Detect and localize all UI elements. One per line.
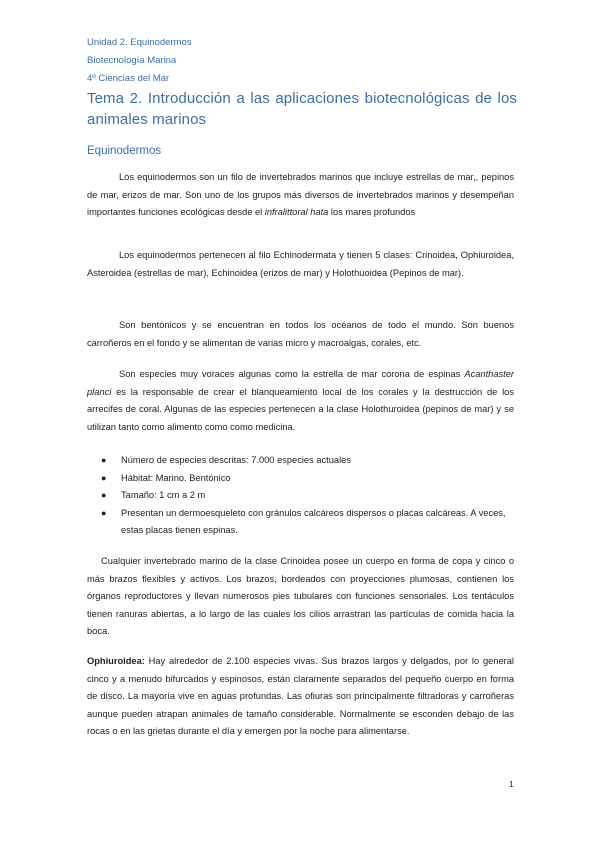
header-course: Biotecnología Marina bbox=[87, 55, 177, 66]
paragraph-intro bbox=[87, 169, 514, 222]
paragraph-voracity bbox=[87, 366, 514, 436]
list-item-text: Hábitat: Marino. Bentónico bbox=[121, 472, 231, 483]
emphasis-text: infralittoral hata bbox=[264, 207, 329, 217]
paragraph-text: Los equinodermos son un filo de invertebrados marinos que incluye estrellas de mar,, pepinos de mar, erizos de mar. Son uno de los grupos más diversos de invertebrados marinos y desempeñan importantes funciones ecológicas desde el bbox=[87, 172, 514, 217]
species-name: Acanthaster planci bbox=[87, 369, 514, 397]
list-item bbox=[87, 470, 514, 488]
list-item bbox=[87, 487, 514, 505]
bullet-icon: ● bbox=[101, 507, 107, 518]
paragraph-habitat: Son bentónicos y se encuentran en todos los océanos de todo el mundo. Son buenos carroñeros en el fondo y se alimentan de varias micro y macroalgas, corales, etc. bbox=[87, 320, 514, 348]
paragraph-ophiuroidea bbox=[87, 653, 514, 741]
bullet-icon: ● bbox=[101, 455, 107, 465]
paragraph-text: Son especies muy voraces algunas como la estrella de mar corona de espinas bbox=[119, 369, 465, 379]
page-title: Tema 2. Introducción a las aplicaciones biotecnológicas de los animales marinos bbox=[87, 90, 517, 128]
list-item-text: Presentan un dermoesqueleto con gránulos calcáreos dispersos o placas calcáreas. A veces, estas placas tienen espinas. bbox=[121, 507, 506, 535]
page-number: 1 bbox=[509, 779, 514, 789]
section-heading: Equinodermos bbox=[87, 145, 162, 157]
bullet-icon: ● bbox=[101, 490, 107, 500]
header-unit: Unidad 2. Equinodermos bbox=[87, 37, 192, 48]
paragraph-text: es la responsable de crear el blanqueamiento local de los corales y la destrucción de los arrecifes de coral. Algunas de las especies pertenecen a la clase Holothuroidea (pepinos de mar) y se utilizan tanto como alimento como como medicina. bbox=[87, 386, 514, 432]
list-item-text: Número de especies descritas: 7.000 especies actuales bbox=[121, 455, 351, 465]
list-item bbox=[87, 452, 514, 470]
list-item-text: Tamaño: 1 cm a 2 m bbox=[121, 490, 206, 500]
paragraph-text: Hay alrededor de 2.100 especies vivas. Sus brazos largos y delgados, por lo general cinco y a menudo bifurcados y espinosos, están claramente separados del pequeño cuerpo en forma de disco. La mayoría vive en aguas profundas. Las ofiuras son principalmente filtradoras y carroñeras aunque pueden atrapan animales de tamaño considerable. Normalmente se esconden debajo de las rocas o en las grietas durante el día y emergen por la noche para alimentarse. bbox=[87, 656, 514, 736]
list-item bbox=[87, 505, 514, 540]
paragraph-crinoidea: Cualquier invertebrado marino de la clase Crinoidea posee un cuerpo en forma de copa y cinco o más brazos flexibles y activos. Los brazos, bordeados con proyecciones plumosas, contienen los órganos reproductores y llevan numerosos pies tubulares con funciones sensoriales. Los tentáculos tienen ranuras abiertas, a lo largo de las cuales los cilios arrastran las partículas de comida hacia la boca. bbox=[87, 556, 514, 636]
paragraph-text: los mares profundos bbox=[328, 207, 416, 217]
header-degree: 4º Ciencias del Mar bbox=[87, 73, 170, 84]
term-label: Ophiuroidea: bbox=[87, 656, 145, 666]
paragraph-classes: Los equinodermos pertenecen al filo Echinodermata y tienen 5 clases: Crinoidea, Ophiuroidea, Asteroidea (estrellas de mar), Echinoidea (erizos de mar) y Holothuoidea (Pepinos de mar). bbox=[87, 250, 514, 278]
bullet-icon: ● bbox=[101, 472, 107, 483]
facts-list bbox=[87, 452, 514, 540]
